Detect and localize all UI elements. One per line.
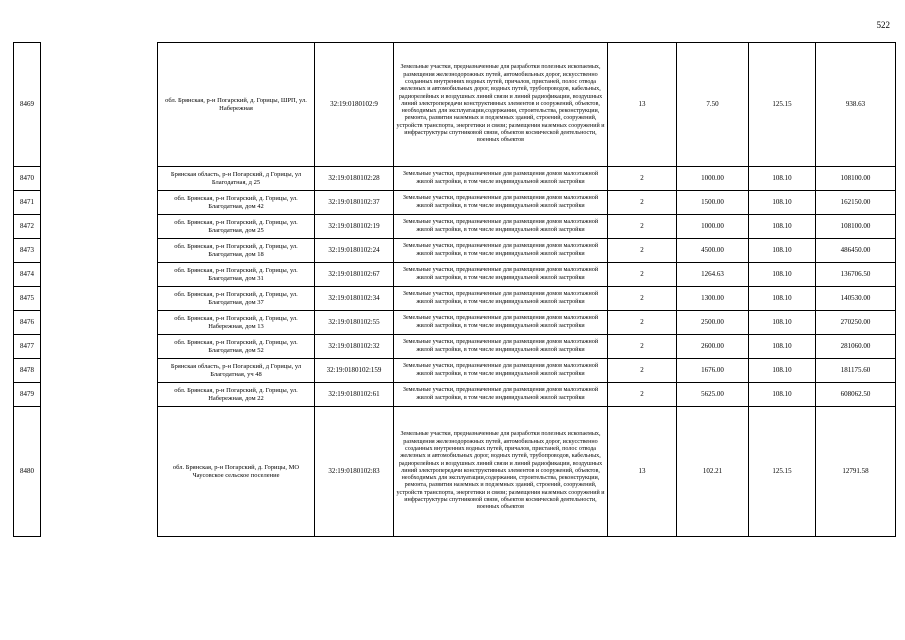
table-row (14, 239, 896, 263)
land-purpose-cell: Земельные участки, предназначенные для разработки полезных ископаемых, размещения железнодорожных путей, автомобильных дорог, искусственно созданных внутренних водных путей, причалов, пристаней, полос отвода железных и автомобильных дорог, водных путей, трубопроводов, кабельных, радиорелейных и воздушных линий связи и линий радиофикации, воздушных линий электропередачи конструктивных элементов и сооружений, объектов, необходимых для эксплуатации,содержания, строительства, реконструкции, ремонта, развития наземных и подземных зданий, строений, сооружений, устройств транспорта, энергетики и связи; размещения наземных сооружений и инфраструктуры спутниковой связи, объектов космической деятельности, военных объектов (394, 407, 608, 537)
rate-cell: 108.10 (749, 215, 816, 239)
address-cell: обл. Брянская, р-н Погарский, д. Горицы, ШРП, ул. Набережная (158, 43, 315, 167)
area-cell: 7.50 (677, 43, 749, 167)
cadastral-value-cell: 108100.00 (816, 215, 896, 239)
row-id-cell: 8476 (14, 311, 41, 335)
row-id-cell: 8477 (14, 335, 41, 359)
empty-column-cell (41, 239, 158, 263)
land-purpose-cell: Земельные участки, предназначенные для размещения домов малоэтажной жилой застройки, в том числе индивидуальной жилой застройки (394, 191, 608, 215)
row-id-cell: 8475 (14, 287, 41, 311)
page-number: 522 (876, 20, 890, 30)
land-registry-table (13, 42, 896, 537)
table-row (14, 383, 896, 407)
address-cell: обл. Брянская, р-н Погарский, д. Горицы, ул. Благодатная, дом 25 (158, 215, 315, 239)
table-row (14, 191, 896, 215)
cadastral-number-cell: 32:19:0180102:83 (315, 407, 394, 537)
address-cell: обл. Брянская, р-н Погарский, д. Горицы, МО Чаусовское сельское поселение (158, 407, 315, 537)
rate-cell: 108.10 (749, 263, 816, 287)
area-cell: 2500.00 (677, 311, 749, 335)
type-code-cell: 2 (608, 263, 677, 287)
empty-column-cell (41, 311, 158, 335)
type-code-cell: 13 (608, 407, 677, 537)
area-cell: 1676.00 (677, 359, 749, 383)
empty-column-cell (41, 215, 158, 239)
address-cell: Брянская область, р-н Погарский, д Горицы, ул Благодатная, д 25 (158, 167, 315, 191)
cadastral-value-cell: 281060.00 (816, 335, 896, 359)
area-cell: 1500.00 (677, 191, 749, 215)
table-row (14, 407, 896, 537)
land-purpose-cell: Земельные участки, предназначенные для размещения домов малоэтажной жилой застройки, в том числе индивидуальной жилой застройки (394, 383, 608, 407)
row-id-cell: 8472 (14, 215, 41, 239)
type-code-cell: 2 (608, 287, 677, 311)
row-id-cell: 8474 (14, 263, 41, 287)
empty-column-cell (41, 383, 158, 407)
type-code-cell: 2 (608, 359, 677, 383)
land-purpose-cell: Земельные участки, предназначенные для размещения домов малоэтажной жилой застройки, в том числе индивидуальной жилой застройки (394, 167, 608, 191)
table-row (14, 263, 896, 287)
cadastral-number-cell: 32:19:0180102:55 (315, 311, 394, 335)
table-row (14, 311, 896, 335)
address-cell: обл. Брянская, р-н Погарский, д. Горицы, ул. Благодатная, дом 52 (158, 335, 315, 359)
row-id-cell: 8473 (14, 239, 41, 263)
rate-cell: 108.10 (749, 311, 816, 335)
cadastral-number-cell: 32:19:0180102:19 (315, 215, 394, 239)
cadastral-number-cell: 32:19:0180102:37 (315, 191, 394, 215)
land-purpose-cell: Земельные участки, предназначенные для размещения домов малоэтажной жилой застройки, в том числе индивидуальной жилой застройки (394, 335, 608, 359)
area-cell: 2600.00 (677, 335, 749, 359)
rate-cell: 108.10 (749, 191, 816, 215)
table-row (14, 215, 896, 239)
address-cell: обл. Брянская, р-н Погарский, д. Горицы, ул. Благодатная, дом 37 (158, 287, 315, 311)
land-purpose-cell: Земельные участки, предназначенные для размещения домов малоэтажной жилой застройки, в том числе индивидуальной жилой застройки (394, 311, 608, 335)
cadastral-number-cell: 32:19:0180102:67 (315, 263, 394, 287)
land-purpose-cell: Земельные участки, предназначенные для размещения домов малоэтажной жилой застройки, в том числе индивидуальной жилой застройки (394, 239, 608, 263)
area-cell: 1264.63 (677, 263, 749, 287)
rate-cell: 108.10 (749, 359, 816, 383)
cadastral-value-cell: 270250.00 (816, 311, 896, 335)
row-id-cell: 8469 (14, 43, 41, 167)
area-cell: 5625.00 (677, 383, 749, 407)
area-cell: 1300.00 (677, 287, 749, 311)
address-cell: Брянская область, р-н Погарский, д Горицы, ул Благодатная, уч 48 (158, 359, 315, 383)
row-id-cell: 8480 (14, 407, 41, 537)
empty-column-cell (41, 335, 158, 359)
empty-column-cell (41, 407, 158, 537)
cadastral-number-cell: 32:19:0180102:34 (315, 287, 394, 311)
row-id-cell: 8479 (14, 383, 41, 407)
rate-cell: 108.10 (749, 335, 816, 359)
row-id-cell: 8471 (14, 191, 41, 215)
land-purpose-cell: Земельные участки, предназначенные для размещения домов малоэтажной жилой застройки, в том числе индивидуальной жилой застройки (394, 263, 608, 287)
type-code-cell: 13 (608, 43, 677, 167)
empty-column-cell (41, 167, 158, 191)
cadastral-value-cell: 938.63 (816, 43, 896, 167)
empty-column-cell (41, 263, 158, 287)
area-cell: 1000.00 (677, 215, 749, 239)
cadastral-value-cell: 608062.50 (816, 383, 896, 407)
rate-cell: 108.10 (749, 383, 816, 407)
address-cell: обл. Брянская, р-н Погарский, д. Горицы, ул. Благодатная, дом 42 (158, 191, 315, 215)
cadastral-value-cell: 140530.00 (816, 287, 896, 311)
type-code-cell: 2 (608, 191, 677, 215)
empty-column-cell (41, 287, 158, 311)
address-cell: обл. Брянская, р-н Погарский, д. Горицы, ул. Набережная, дом 13 (158, 311, 315, 335)
type-code-cell: 2 (608, 239, 677, 263)
table-row (14, 167, 896, 191)
rate-cell: 108.10 (749, 287, 816, 311)
cadastral-value-cell: 108100.00 (816, 167, 896, 191)
land-purpose-cell: Земельные участки, предназначенные для размещения домов малоэтажной жилой застройки, в том числе индивидуальной жилой застройки (394, 359, 608, 383)
row-id-cell: 8478 (14, 359, 41, 383)
address-cell: обл. Брянская, р-н Погарский, д. Горицы, ул. Благодатная, дом 31 (158, 263, 315, 287)
rate-cell: 108.10 (749, 239, 816, 263)
area-cell: 102.21 (677, 407, 749, 537)
cadastral-value-cell: 181175.60 (816, 359, 896, 383)
empty-column-cell (41, 359, 158, 383)
table-row (14, 335, 896, 359)
cadastral-number-cell: 32:19:0180102:32 (315, 335, 394, 359)
cadastral-value-cell: 12791.58 (816, 407, 896, 537)
table-row (14, 287, 896, 311)
cadastral-value-cell: 486450.00 (816, 239, 896, 263)
table-body (14, 43, 896, 537)
address-cell: обл. Брянская, р-н Погарский, д. Горицы, ул. Набережная, дом 22 (158, 383, 315, 407)
rate-cell: 125.15 (749, 43, 816, 167)
empty-column-cell (41, 43, 158, 167)
cadastral-number-cell: 32:19:0180102:159 (315, 359, 394, 383)
cadastral-number-cell: 32:19:0180102:9 (315, 43, 394, 167)
table-row (14, 359, 896, 383)
empty-column-cell (41, 191, 158, 215)
land-purpose-cell: Земельные участки, предназначенные для разработки полезных ископаемых, размещения железнодорожных путей, автомобильных дорог, искусственно созданных внутренних водных путей, причалов, пристаней, полос отвода железных и автомобильных дорог, водных путей, трубопроводов, кабельных, радиорелейных и воздушных линий связи и линий радиофикации, воздушных линий электропередачи конструктивных элементов и сооружений, объектов, необходимых для эксплуатации,содержания, строительства, реконструкции, ремонта, развития наземных и подземных зданий, строений, сооружений, устройств транспорта, энергетики и связи; размещения наземных сооружений и инфраструктуры спутниковой связи, объектов космической деятельности, военных объектов (394, 43, 608, 167)
cadastral-number-cell: 32:19:0180102:24 (315, 239, 394, 263)
address-cell: обл. Брянская, р-н Погарский, д. Горицы, ул. Благодатная, дом 18 (158, 239, 315, 263)
cadastral-value-cell: 136706.50 (816, 263, 896, 287)
type-code-cell: 2 (608, 311, 677, 335)
cadastral-value-cell: 162150.00 (816, 191, 896, 215)
table-row (14, 43, 896, 167)
type-code-cell: 2 (608, 215, 677, 239)
area-cell: 1000.00 (677, 167, 749, 191)
land-purpose-cell: Земельные участки, предназначенные для размещения домов малоэтажной жилой застройки, в том числе индивидуальной жилой застройки (394, 287, 608, 311)
cadastral-number-cell: 32:19:0180102:61 (315, 383, 394, 407)
land-purpose-cell: Земельные участки, предназначенные для размещения домов малоэтажной жилой застройки, в том числе индивидуальной жилой застройки (394, 215, 608, 239)
type-code-cell: 2 (608, 383, 677, 407)
area-cell: 4500.00 (677, 239, 749, 263)
row-id-cell: 8470 (14, 167, 41, 191)
type-code-cell: 2 (608, 335, 677, 359)
cadastral-number-cell: 32:19:0180102:28 (315, 167, 394, 191)
type-code-cell: 2 (608, 167, 677, 191)
rate-cell: 125.15 (749, 407, 816, 537)
rate-cell: 108.10 (749, 167, 816, 191)
